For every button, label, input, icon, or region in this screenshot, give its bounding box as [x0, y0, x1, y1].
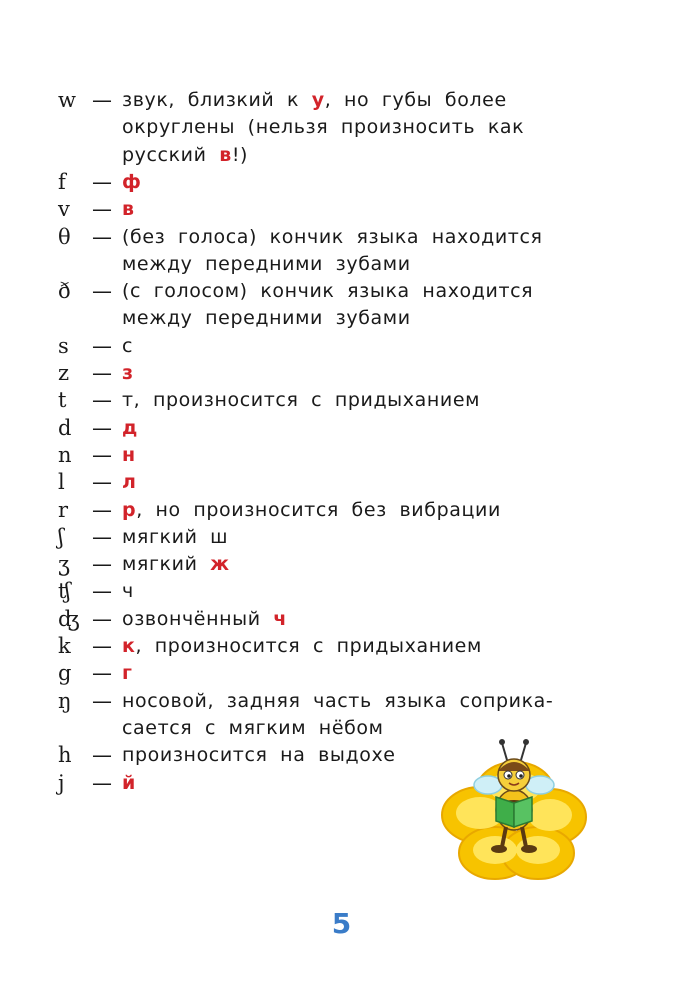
ipa-symbol: s — [58, 334, 69, 358]
phonetic-entry — [58, 524, 578, 551]
entry-text: озвончённый — [122, 608, 274, 630]
phonetic-entry — [58, 387, 578, 414]
entry-description — [122, 87, 507, 114]
russian-letter-highlight: у — [311, 89, 325, 111]
phonetic-entry — [58, 360, 578, 387]
entry-description — [122, 442, 136, 469]
entry-description — [122, 606, 287, 633]
entry-text: звук, близкий к — [122, 89, 312, 111]
entry-description — [122, 387, 480, 414]
russian-letter-highlight: к — [122, 635, 136, 657]
dash-separator: — — [92, 279, 112, 303]
ipa-symbol: ʤ — [58, 607, 80, 631]
phonetic-entry — [58, 442, 578, 469]
entry-continuation-line: между передними зубами — [122, 253, 411, 275]
dash-separator: — — [92, 743, 112, 767]
entry-continuation-line — [122, 142, 248, 169]
entry-text: мягкий ш — [122, 526, 229, 548]
russian-letter-highlight: й — [122, 772, 136, 794]
entry-description — [122, 224, 543, 251]
ipa-symbol: ʒ — [58, 552, 70, 576]
entry-continuation-line: округлены (нельзя произносить как — [122, 116, 525, 138]
dash-separator: — — [92, 661, 112, 685]
dash-separator: — — [92, 525, 112, 549]
dash-separator: — — [92, 771, 112, 795]
ipa-symbol: ð — [58, 279, 71, 303]
entry-text: с — [122, 335, 134, 357]
entry-description — [122, 578, 134, 605]
entry-description — [122, 660, 133, 687]
russian-letter-highlight: г — [122, 662, 133, 684]
entry-description — [122, 688, 553, 715]
phonetic-entry — [58, 578, 578, 605]
phonetic-entry — [58, 469, 578, 496]
entry-description — [122, 551, 230, 578]
phonetic-entry — [58, 333, 578, 360]
entry-text: , произносится с придыханием — [135, 635, 482, 657]
dash-separator: — — [92, 579, 112, 603]
ipa-symbol: ŋ — [58, 689, 72, 713]
ipa-symbol: g — [58, 661, 72, 685]
entry-description — [122, 360, 134, 387]
phonetic-entry — [58, 551, 578, 578]
russian-letter-highlight: з — [122, 362, 134, 384]
dash-separator: — — [92, 689, 112, 713]
entry-text: (с голосом) кончик языка находится — [122, 280, 534, 302]
entry-text: носовой, задняя часть языка соприка- — [122, 690, 554, 712]
entry-text: , но губы более — [324, 89, 507, 111]
phonetic-entry — [58, 633, 578, 660]
ipa-symbol: ʃ — [58, 525, 64, 549]
phonetic-entry — [58, 660, 578, 687]
entry-continuation-line: сается с мягким нёбом — [122, 717, 384, 739]
entry-description — [122, 469, 137, 496]
entry-continuation-line: между передними зубами — [122, 307, 411, 329]
entry-text: ч — [122, 580, 134, 602]
ipa-symbol: n — [58, 443, 72, 467]
ipa-symbol: θ — [58, 225, 71, 249]
entry-text: , но произносится без вибрации — [136, 499, 501, 521]
ipa-symbol: j — [58, 771, 65, 795]
entry-description — [122, 742, 396, 769]
entry-description — [122, 524, 228, 551]
russian-letter-highlight: в — [122, 198, 135, 220]
entry-description — [122, 633, 482, 660]
dash-separator: — — [92, 607, 112, 631]
russian-letter-highlight: ж — [210, 553, 230, 575]
entry-description — [122, 770, 136, 797]
dash-separator: — — [92, 416, 112, 440]
ipa-symbol: v — [58, 197, 70, 221]
phonetic-entry — [58, 415, 578, 442]
phonetic-entry — [58, 224, 578, 251]
dash-separator: — — [92, 388, 112, 412]
dash-separator: — — [92, 197, 112, 221]
phonetic-entry — [58, 606, 578, 633]
entry-description — [122, 497, 501, 524]
dash-separator: — — [92, 470, 112, 494]
entry-description — [122, 196, 135, 223]
dash-separator: — — [92, 170, 112, 194]
phonetic-entry — [58, 87, 578, 114]
entry-description — [122, 278, 533, 305]
ipa-symbol: w — [58, 88, 76, 112]
entry-text: т, произносится с придыханием — [122, 389, 481, 411]
dash-separator: — — [92, 225, 112, 249]
russian-letter-highlight: л — [122, 471, 137, 493]
russian-letter-highlight: д — [122, 417, 138, 439]
phonetic-entry — [58, 196, 578, 223]
ipa-symbol: d — [58, 416, 72, 440]
russian-letter-highlight: р — [122, 499, 137, 521]
entry-text: мягкий — [122, 553, 211, 575]
phonetic-entry — [58, 278, 578, 305]
entry-description — [122, 169, 141, 196]
russian-letter-highlight: ч — [273, 608, 287, 630]
ipa-symbol: h — [58, 743, 72, 767]
dash-separator: — — [92, 334, 112, 358]
russian-letter-highlight: н — [122, 444, 136, 466]
ipa-symbol: t — [58, 388, 67, 412]
entry-description — [122, 415, 138, 442]
page-number: 5 — [331, 907, 352, 940]
russian-letter-highlight: в — [219, 144, 232, 166]
bee-reading-book-on-flower-icon — [440, 735, 590, 885]
ipa-symbol: z — [58, 361, 70, 385]
entry-text: произносится на выдохе — [122, 744, 396, 766]
entry-text: !) — [231, 144, 249, 166]
dash-separator: — — [92, 361, 112, 385]
ipa-symbol: k — [58, 634, 71, 658]
dash-separator: — — [92, 634, 112, 658]
entry-text: русский — [122, 144, 220, 166]
entry-text: (без голоса) кончик языка находится — [122, 226, 543, 248]
phonetic-entry — [58, 688, 578, 715]
dash-separator: — — [92, 498, 112, 522]
phonetic-entry — [58, 169, 578, 196]
russian-letter-highlight: ф — [122, 171, 142, 193]
dash-separator: — — [92, 443, 112, 467]
ipa-symbol: f — [58, 170, 66, 194]
entry-description — [122, 333, 133, 360]
dash-separator: — — [92, 88, 112, 112]
ipa-symbol: ʧ — [58, 579, 71, 603]
ipa-symbol: r — [58, 498, 69, 522]
phonetic-entry — [58, 497, 578, 524]
dash-separator: — — [92, 552, 112, 576]
ipa-symbol: l — [58, 470, 65, 494]
